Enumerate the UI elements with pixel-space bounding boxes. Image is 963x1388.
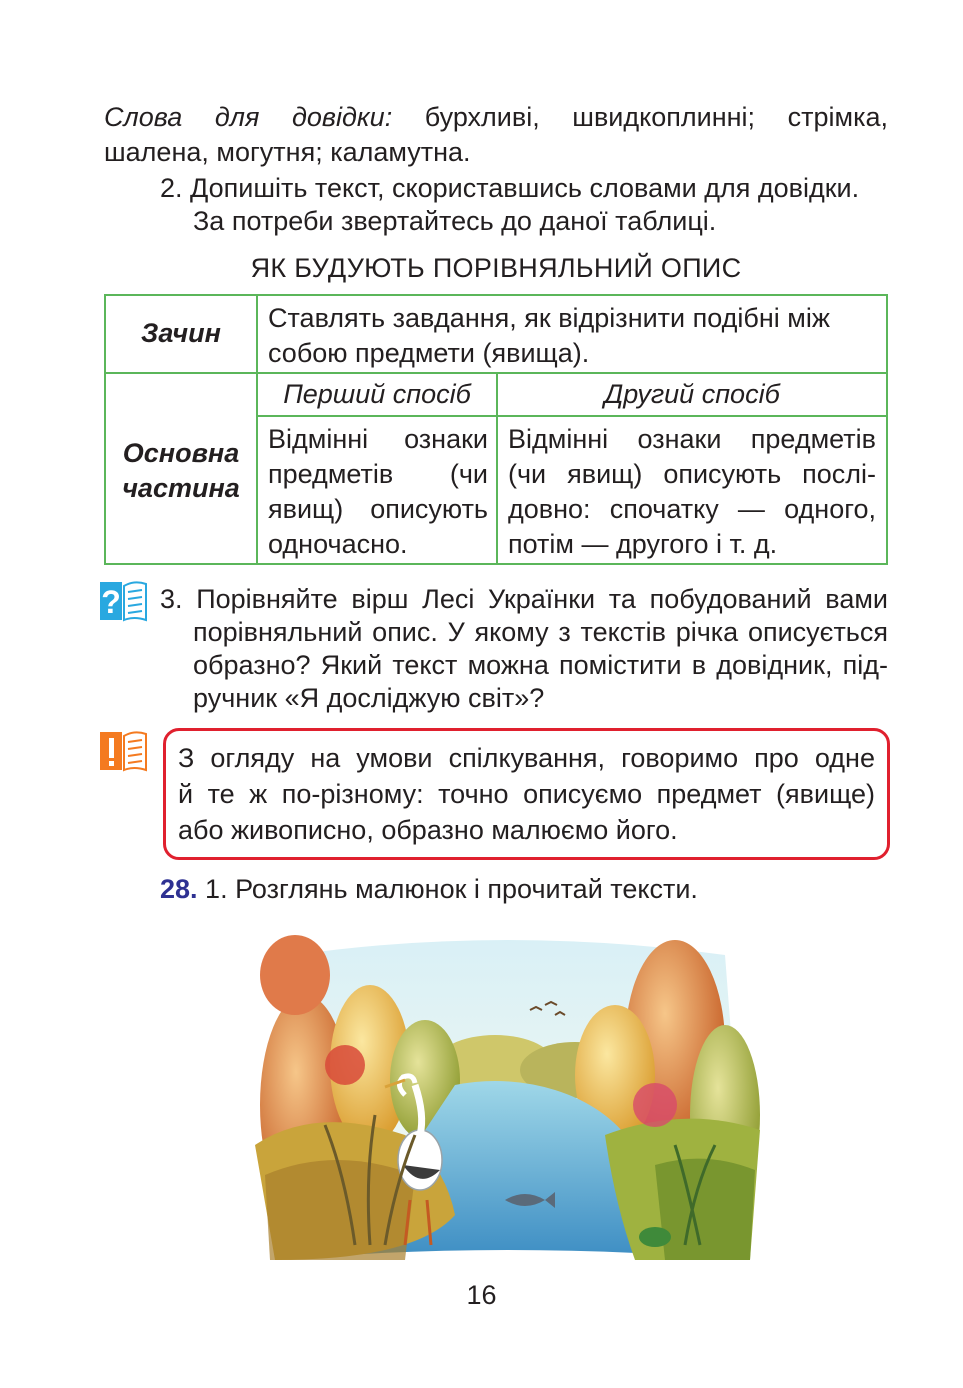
- second-way-line1: Відмінні ознаки предметів: [508, 424, 876, 454]
- task3-line2: порівняльний опис. У якому з текстів річка описується: [193, 617, 888, 647]
- row-head-main-line1: Основна: [122, 438, 240, 468]
- svg-text:?: ?: [101, 584, 121, 620]
- exercise-text: 1. Розглянь малюнок і прочитай тексти.: [197, 874, 698, 904]
- intro-text-line1: Ставлять завдання, як відрізнити подібні між: [268, 303, 830, 333]
- first-way-line4: одночасно.: [268, 529, 408, 559]
- intro-text-line2: собою предмети (явища).: [268, 338, 590, 368]
- second-way-line2: (чи явищ) описують послі-: [508, 459, 876, 489]
- exercise-28: [160, 872, 698, 906]
- task2-line2: За потреби звертайтесь до даної таблиці.: [193, 206, 717, 236]
- reference-words-line2: шалена, могутня; каламутна.: [104, 137, 471, 167]
- autumn-river-heron-illustration: [255, 915, 760, 1270]
- table-divider: [256, 415, 886, 417]
- task3-line4: ручник «Я досліджую світ»?: [193, 683, 545, 713]
- rule-line3: або живописно, образно малюємо його.: [178, 815, 678, 845]
- exercise-number: 28.: [160, 874, 198, 904]
- exclamation-book-icon: [100, 730, 148, 772]
- task2-line1: 2. Допишіть текст, скориставшись словами для довідки.: [160, 173, 860, 203]
- row-head-intro: Зачин: [141, 318, 221, 348]
- second-way-line4: потім — другого і т. д.: [508, 529, 778, 559]
- reference-words-label: Слова для довідки:: [104, 102, 393, 132]
- rule-box: [163, 728, 890, 860]
- second-way-line3: довно: спочатку — одного,: [508, 494, 876, 524]
- col-head-second-way: Другий спосіб: [604, 379, 780, 409]
- rule-line2: й те ж по-різному: точно описуємо предмет (явище): [178, 779, 875, 809]
- reference-words-line1: [104, 100, 888, 134]
- reference-words-text: бурхливі, швидкоплинні; стрімка,: [392, 102, 888, 132]
- rule-line1: З огляду на умови спілкування, говоримо про одне: [178, 743, 875, 773]
- question-book-icon: [100, 580, 148, 622]
- first-way-line2: предметів (чи: [268, 459, 488, 489]
- task3-line1: 3. Порівняйте вірш Лесі Українки та побудований вами: [160, 584, 888, 614]
- first-way-line1: Відмінні ознаки: [268, 424, 488, 454]
- table-title: ЯК БУДУЮТЬ ПОРІВНЯЛЬНИЙ ОПИС: [250, 253, 742, 283]
- table-divider: [256, 296, 258, 563]
- task3-line3: образно? Який текст можна помістити в довідник, під-: [193, 650, 888, 680]
- page-number: 16: [466, 1280, 497, 1310]
- comparison-table: [104, 294, 888, 565]
- first-way-line3: явищ) описують: [268, 494, 488, 524]
- row-head-main-line2: частина: [122, 473, 240, 503]
- col-head-first-way: Перший спосіб: [283, 379, 471, 409]
